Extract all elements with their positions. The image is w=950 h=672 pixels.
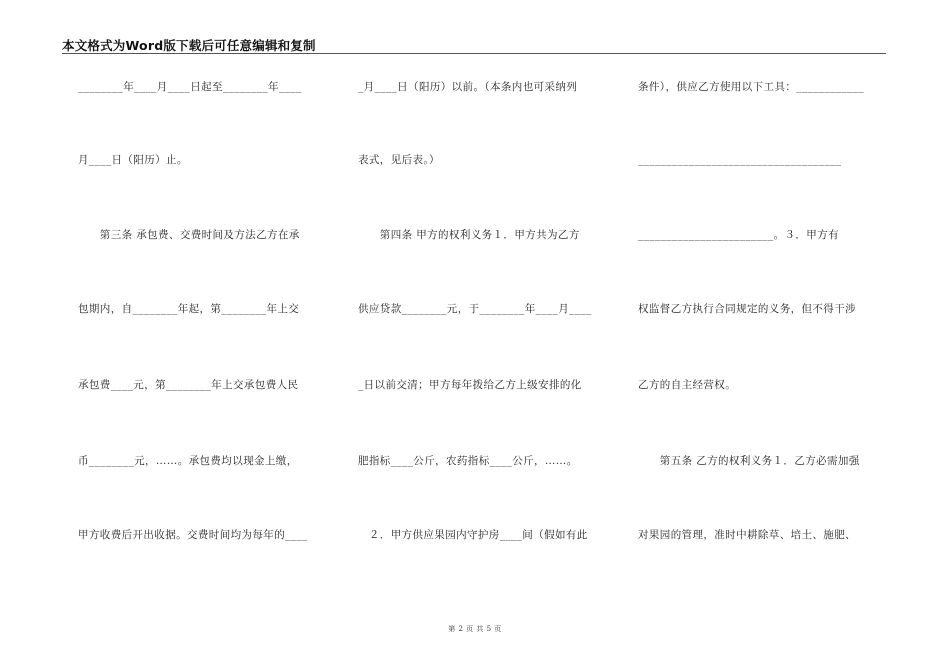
col2-line-6: 肥指标____公斤，农药指标____公斤，……。	[358, 455, 578, 467]
col2-line-3: 第四条 甲方的权利义务１．甲方共为乙方	[358, 229, 580, 241]
col2-line-5: _日以前交清；甲方每年拨给乙方上级安排的化	[358, 379, 582, 391]
col1-line-2: 月____日（阳历）止。	[78, 154, 188, 166]
col3-line-2: ____________________________________	[638, 154, 842, 166]
col2-line-1: _月____日（阳历）以前。（本条内也可采纳列	[358, 81, 578, 93]
col1-line-7: 甲方收费后开出收据。交费时间均为每年的____	[78, 529, 308, 541]
col1-line-4: 包期内，自________年起，第________年上交	[78, 303, 300, 315]
document-header-title: 本文格式为Word版下载后可任意编辑和复制	[62, 38, 316, 53]
col3-line-1: 条件），供应乙方使用以下工具：____________	[638, 81, 865, 93]
col1-line-1: ________年____月____日起至________年____	[78, 81, 302, 93]
page-header	[62, 36, 886, 54]
col2-line-2: 表式，见后表。）	[358, 154, 440, 166]
col2-line-4: 供应贷款________元，于________年____月____	[358, 303, 592, 315]
col1-line-6: 币________元，……。承包费均以现金上缴，	[78, 455, 298, 467]
col3-line-3: ________________________。３．甲方有	[638, 229, 839, 241]
col1-line-5: 承包费____元，第________年上交承包费人民	[78, 379, 299, 391]
col2-line-7: ２．甲方供应果园内守护房____间（假如有此	[358, 529, 588, 541]
col3-line-6: 第五条 乙方的权利义务１．乙方必需加强	[638, 455, 860, 467]
col3-line-4: 权监督乙方执行合同规定的义务，但不得干涉	[638, 303, 856, 315]
col3-line-7: 对果园的管理，准时中耕除草、培土、施肥、	[638, 529, 856, 541]
col3-line-5: 乙方的自主经营权。	[638, 379, 737, 391]
col1-line-3: 第三条 承包费、交费时间及方法乙方在承	[78, 229, 300, 241]
page-number-footer: 第 2 页 共 5 页	[448, 625, 502, 633]
